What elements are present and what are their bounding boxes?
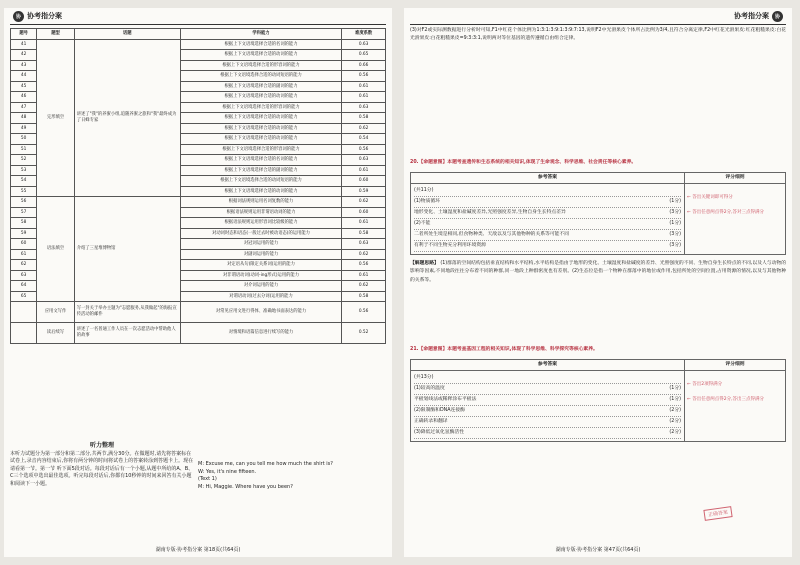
difficulty-cell: 0.60 xyxy=(342,207,386,218)
question-number-cell: 46 xyxy=(11,92,37,103)
answer-text: 平板划线法或稀释涂布平板法 xyxy=(414,397,477,403)
question-number-cell: 64 xyxy=(11,281,37,292)
question-type-cell: 读后续写 xyxy=(37,323,75,344)
question-number-cell xyxy=(11,302,37,323)
table-header-cell: 题号 xyxy=(11,29,37,40)
answer-score: (3分) xyxy=(669,210,681,216)
answer-score: (1分) xyxy=(669,221,681,227)
difficulty-cell: 0.58 xyxy=(342,113,386,124)
difficulty-cell: 0.56 xyxy=(342,260,386,271)
answer-line xyxy=(414,208,681,219)
question-number-cell: 49 xyxy=(11,123,37,134)
difficulty-cell: 0.62 xyxy=(342,123,386,134)
answer-line xyxy=(414,230,681,241)
answer-score: (2分) xyxy=(669,408,681,414)
answer-score: (1分) xyxy=(669,397,681,403)
criteria-note: ← 答出2项得满分 xyxy=(687,382,723,388)
ability-cell: 根据上下文语境选择合适的动词的能力 xyxy=(180,186,341,197)
ability-cell: 根据词法规则运用名词复数的能力 xyxy=(180,197,341,208)
question-number-cell: 54 xyxy=(11,176,37,187)
answer-line xyxy=(414,373,681,384)
analysis-text: (1)群落的空间结构包括垂直结构和水平结构,水平结构是指由于地形的变化、土壤湿度和盐碱度的差异、光照强度的不同、生物自身生长特点的不同,以及人与动物的影响等因素,不同地段往往分布着不同的种群,同一地段上种群密度也有差别。(2)生态位是指一个物种在群落中的地位或作用,包括所处的空间位置,占用资源的情况,以及与其他物种的关系等。 xyxy=(410,261,786,283)
question-type-cell: 完形填空 xyxy=(37,39,75,197)
ability-cell: 根据上下文语境选择合适的名词的能力 xyxy=(180,39,341,50)
answer-text: 地形变化、土壤湿度和盐碱度差异,光照强度差异,生物自身生长特点差异 xyxy=(414,210,566,216)
table-row xyxy=(11,323,386,344)
listening-text: 本听力试题分为第一部分和第二部分,共两节,满分30分。在做题时,请先将答案标在试卷上,录音内容结束后,你将有两分钟的时间将试卷上的答案转涂到答题卡上。现在请看第一节。第一节 听下面5段对话。每段对话后有一个小题,从题中所给的A、B、C三个选项中选出最佳选项。听完每段对话后,你都有10秒钟的时间来回答有关小题和阅读下一小题。 xyxy=(10,450,194,487)
ability-cell: 对介词运用的能力 xyxy=(180,281,341,292)
left-footer: 湖南专版·协考指分案 第18页(共64页) xyxy=(155,547,241,553)
answer-line xyxy=(414,428,681,439)
answer-text: (2)限制酶和DNA连接酶 xyxy=(414,408,465,414)
difficulty-cell: 0.54 xyxy=(342,134,386,145)
q21-answers xyxy=(411,371,685,441)
question-number-cell: 65 xyxy=(11,291,37,302)
answer-text: (1)较高的温度 xyxy=(414,386,445,392)
question-number-cell: 47 xyxy=(11,102,37,113)
topic-cell: 讲述了一名普通工作人员在一次志愿活动中帮助他人的故事 xyxy=(74,323,180,344)
question-number-cell: 44 xyxy=(11,71,37,82)
question-number-cell: 41 xyxy=(11,39,37,50)
difficulty-cell: 0.60 xyxy=(342,176,386,187)
table-header-cell: 学科能力 xyxy=(180,29,341,40)
analysis-title: 【解题思路】 xyxy=(410,261,439,267)
answer-score: (3分) xyxy=(669,232,681,238)
answer-score: (1分) xyxy=(669,199,681,205)
question-type-cell: 语法填空 xyxy=(37,197,75,302)
difficulty-cell: 0.61 xyxy=(342,218,386,229)
question-number-cell: 58 xyxy=(11,218,37,229)
ability-cell: 根据上下文语境选择合适的名词的能力 xyxy=(180,155,341,166)
answer-line xyxy=(414,384,681,395)
right-page xyxy=(404,8,792,557)
answer-line xyxy=(414,406,681,417)
dialog-line: (Text 1) xyxy=(198,476,217,483)
answer-score: (2分) xyxy=(669,419,681,425)
q21-criteria xyxy=(685,371,785,441)
difficulty-cell: 0.56 xyxy=(342,71,386,82)
ability-cell: 根据上下文语境选择合适的动词的能力 xyxy=(180,50,341,61)
right-header xyxy=(404,8,792,24)
question-number-cell: 63 xyxy=(11,270,37,281)
topic-cell: 介绍了三星堆博物馆 xyxy=(74,197,180,302)
answer-text: 正确转录和翻译 xyxy=(414,419,448,425)
criteria-note: ← 答出任意两点得2分,答出三点得满分 xyxy=(687,397,764,403)
answer-text: 二者所处生境是相同,但食物种类、天敌以及与其他物种的关系等可能不同 xyxy=(414,232,570,238)
answer-line xyxy=(414,197,681,208)
difficulty-cell: 0.56 xyxy=(342,302,386,323)
difficulty-cell: 0.65 xyxy=(342,50,386,61)
ability-cell: 根据上下文语境选择合适的形容词的能力 xyxy=(180,60,341,71)
ability-cell: 根据上下文语境选择合适的副词的能力 xyxy=(180,165,341,176)
left-page xyxy=(4,8,392,557)
answer-text: (3)降低过氧化氢酶活性 xyxy=(414,430,464,436)
ability-table xyxy=(10,28,386,344)
table-header-cell: 题型 xyxy=(37,29,75,40)
q21-criteria-head: 评分细则 xyxy=(725,362,745,368)
difficulty-cell: 0.66 xyxy=(342,60,386,71)
listening-title: 听力整理 xyxy=(89,442,114,449)
answer-score: (1分) xyxy=(669,386,681,392)
answer-text: (共11分) xyxy=(414,188,434,194)
topic-cell: 讲述了"我"的养蜜小组,追随养蜜之旅和"我"最终成为了日蜂专家 xyxy=(74,39,180,197)
ability-cell: 对非谓语动词(动词-ing形式)运用的能力 xyxy=(180,270,341,281)
table-row xyxy=(11,197,386,208)
difficulty-cell: 0.63 xyxy=(342,239,386,250)
intro-paragraph: (3)对F2或实际测数据进行分析时可知,F1中红花个体比例为1:3:1:3:9:1:3:9:7:13,说明F2中光滑果皮个体所占比例为3/4,且符合分离定律,F2中红花光滑果皮:红花粗糙果皮:白花光滑果皮:白花粗糙果皮=9:3:3:1,说明两对等位基因的遗传遵循自由组合定律。 xyxy=(410,28,786,42)
left-brand: 协考指分案 xyxy=(27,12,62,20)
answer-line xyxy=(414,241,681,252)
ability-cell: 对情境和语篇信息进行续写的能力 xyxy=(180,323,341,344)
ability-cell: 对定语从句(限定关系词)运用的能力 xyxy=(180,260,341,271)
question-type-cell: 应用文写作 xyxy=(37,302,75,323)
question-number-cell: 57 xyxy=(11,207,37,218)
answer-text: 有利于不同生物充分利用环境资源 xyxy=(414,243,486,249)
answer-line xyxy=(414,417,681,428)
topic-cell: 写一封关于举办主题为"志愿服务,从我做起"的海报宣传活动的邮件 xyxy=(74,302,180,323)
difficulty-cell: 0.62 xyxy=(342,197,386,208)
question-number-cell: 55 xyxy=(11,186,37,197)
difficulty-cell: 0.61 xyxy=(342,92,386,103)
question-number-cell: 48 xyxy=(11,113,37,124)
approval-stamp: 正确答案 xyxy=(703,506,732,521)
question-number-cell: 50 xyxy=(11,134,37,145)
left-header xyxy=(4,8,392,24)
q21-answer-head: 参考答案 xyxy=(411,360,685,370)
difficulty-cell: 0.63 xyxy=(342,39,386,50)
answer-score: (2分) xyxy=(669,430,681,436)
difficulty-cell: 0.63 xyxy=(342,155,386,166)
table-row xyxy=(11,302,386,323)
question-number-cell: 42 xyxy=(11,50,37,61)
difficulty-cell: 0.61 xyxy=(342,81,386,92)
question-number-cell: 62 xyxy=(11,260,37,271)
question-number-cell: 56 xyxy=(11,197,37,208)
difficulty-cell: 0.56 xyxy=(342,144,386,155)
ability-cell: 根据上下文语境选择合适的形容词的能力 xyxy=(180,144,341,155)
table-row xyxy=(11,39,386,50)
ability-cell: 根据语法规则运用非谓语动词的能力 xyxy=(180,207,341,218)
question-number-cell: 51 xyxy=(11,144,37,155)
q20-criteria-head: 评分细则 xyxy=(725,175,745,181)
q21-title: 21.【命题意图】本题考查基因工程的相关知识,体现了科学思维、科学探究等核心素养。 xyxy=(410,347,598,353)
right-brand: 协考指分案 xyxy=(734,12,769,20)
q20-criteria xyxy=(685,184,785,254)
question-number-cell: 45 xyxy=(11,81,37,92)
ability-cell: 对常见应用文进行得体、准确地书面表达的能力 xyxy=(180,302,341,323)
question-number-cell xyxy=(11,323,37,344)
criteria-note: ← 答出关键词即可得分 xyxy=(687,195,733,201)
question-number-cell: 52 xyxy=(11,155,37,166)
answer-line xyxy=(414,186,681,197)
q20-answer-head: 参考答案 xyxy=(411,173,685,183)
answer-text: (共13分) xyxy=(414,375,434,381)
difficulty-cell: 0.61 xyxy=(342,270,386,281)
question-number-cell: 53 xyxy=(11,165,37,176)
q21-answer-box xyxy=(410,359,786,442)
ability-cell: 对冠词运用的能力 xyxy=(180,239,341,250)
analysis-block xyxy=(404,258,792,344)
q20-title: 20.【命题意图】本题考查遗传和生态系统的相关知识,体现了生命观念、科学思维、社会责任等核心素养。 xyxy=(410,160,637,165)
ability-cell: 根据上下文语境选择合适的形容词的能力 xyxy=(180,102,341,113)
answer-score: (3分) xyxy=(669,243,681,249)
right-footer: 湖南专版·协考指分案 第47页(共64页) xyxy=(555,547,641,553)
question-number-cell: 43 xyxy=(11,60,37,71)
difficulty-cell: 0.62 xyxy=(342,249,386,260)
criteria-note: ← 答出任意两点得2分,答对三点得满分 xyxy=(687,210,764,216)
brand-logo-icon: 协 xyxy=(772,11,783,22)
answer-text: (1)物质循环 xyxy=(414,199,440,205)
dialog-line: W: Yes, it's nine fifteen. xyxy=(198,468,257,475)
dialog-line: M: Hi, Maggie. Where have you been? xyxy=(198,483,293,490)
q20-answer-box xyxy=(410,172,786,255)
ability-cell: 根据上下文语境选择合适的动词的能力 xyxy=(180,113,341,124)
ability-cell: 根据上下文语境选择合适的动词短语的能力 xyxy=(180,176,341,187)
dialog-line: M: Excuse me, can you tell me how much the shirt is? xyxy=(198,461,333,467)
ability-cell: 根据上下文语境选择合适的动词的能力 xyxy=(180,92,341,103)
listening-section xyxy=(10,441,386,541)
ability-cell: 对动词时态和语态(一般过去时被动语态)的运用能力 xyxy=(180,228,341,239)
ability-cell: 对谓语动词(过去分词)运用的能力 xyxy=(180,291,341,302)
question-number-cell: 59 xyxy=(11,228,37,239)
dialog-lines xyxy=(198,441,386,541)
table-header-cell: 难度系数 xyxy=(342,29,386,40)
ability-cell: 对副词运用的能力 xyxy=(180,249,341,260)
difficulty-cell: 0.58 xyxy=(342,291,386,302)
ability-cell: 根据上下文语境选择合适的动词的能力 xyxy=(180,134,341,145)
difficulty-cell: 0.58 xyxy=(342,228,386,239)
answer-line xyxy=(414,395,681,406)
difficulty-cell: 0.63 xyxy=(342,102,386,113)
ability-cell: 根据上下文语境选择合适的副词的能力 xyxy=(180,81,341,92)
ability-cell: 根据上下文语境选择合适的动词的能力 xyxy=(180,123,341,134)
ability-cell: 根据语法规则运用形容词比较级的能力 xyxy=(180,218,341,229)
answer-line xyxy=(414,219,681,230)
ability-cell: 根据上下文语境选择合适的动词短语的能力 xyxy=(180,71,341,82)
q20-answers xyxy=(411,184,685,254)
difficulty-cell: 0.59 xyxy=(342,186,386,197)
table-header-cell: 话题 xyxy=(74,29,180,40)
difficulty-cell: 0.61 xyxy=(342,165,386,176)
question-number-cell: 60 xyxy=(11,239,37,250)
difficulty-cell: 0.62 xyxy=(342,281,386,292)
answer-text: (2)不能 xyxy=(414,221,431,227)
difficulty-cell: 0.52 xyxy=(342,323,386,344)
brand-logo-icon: 协 xyxy=(13,11,24,22)
question-number-cell: 61 xyxy=(11,249,37,260)
